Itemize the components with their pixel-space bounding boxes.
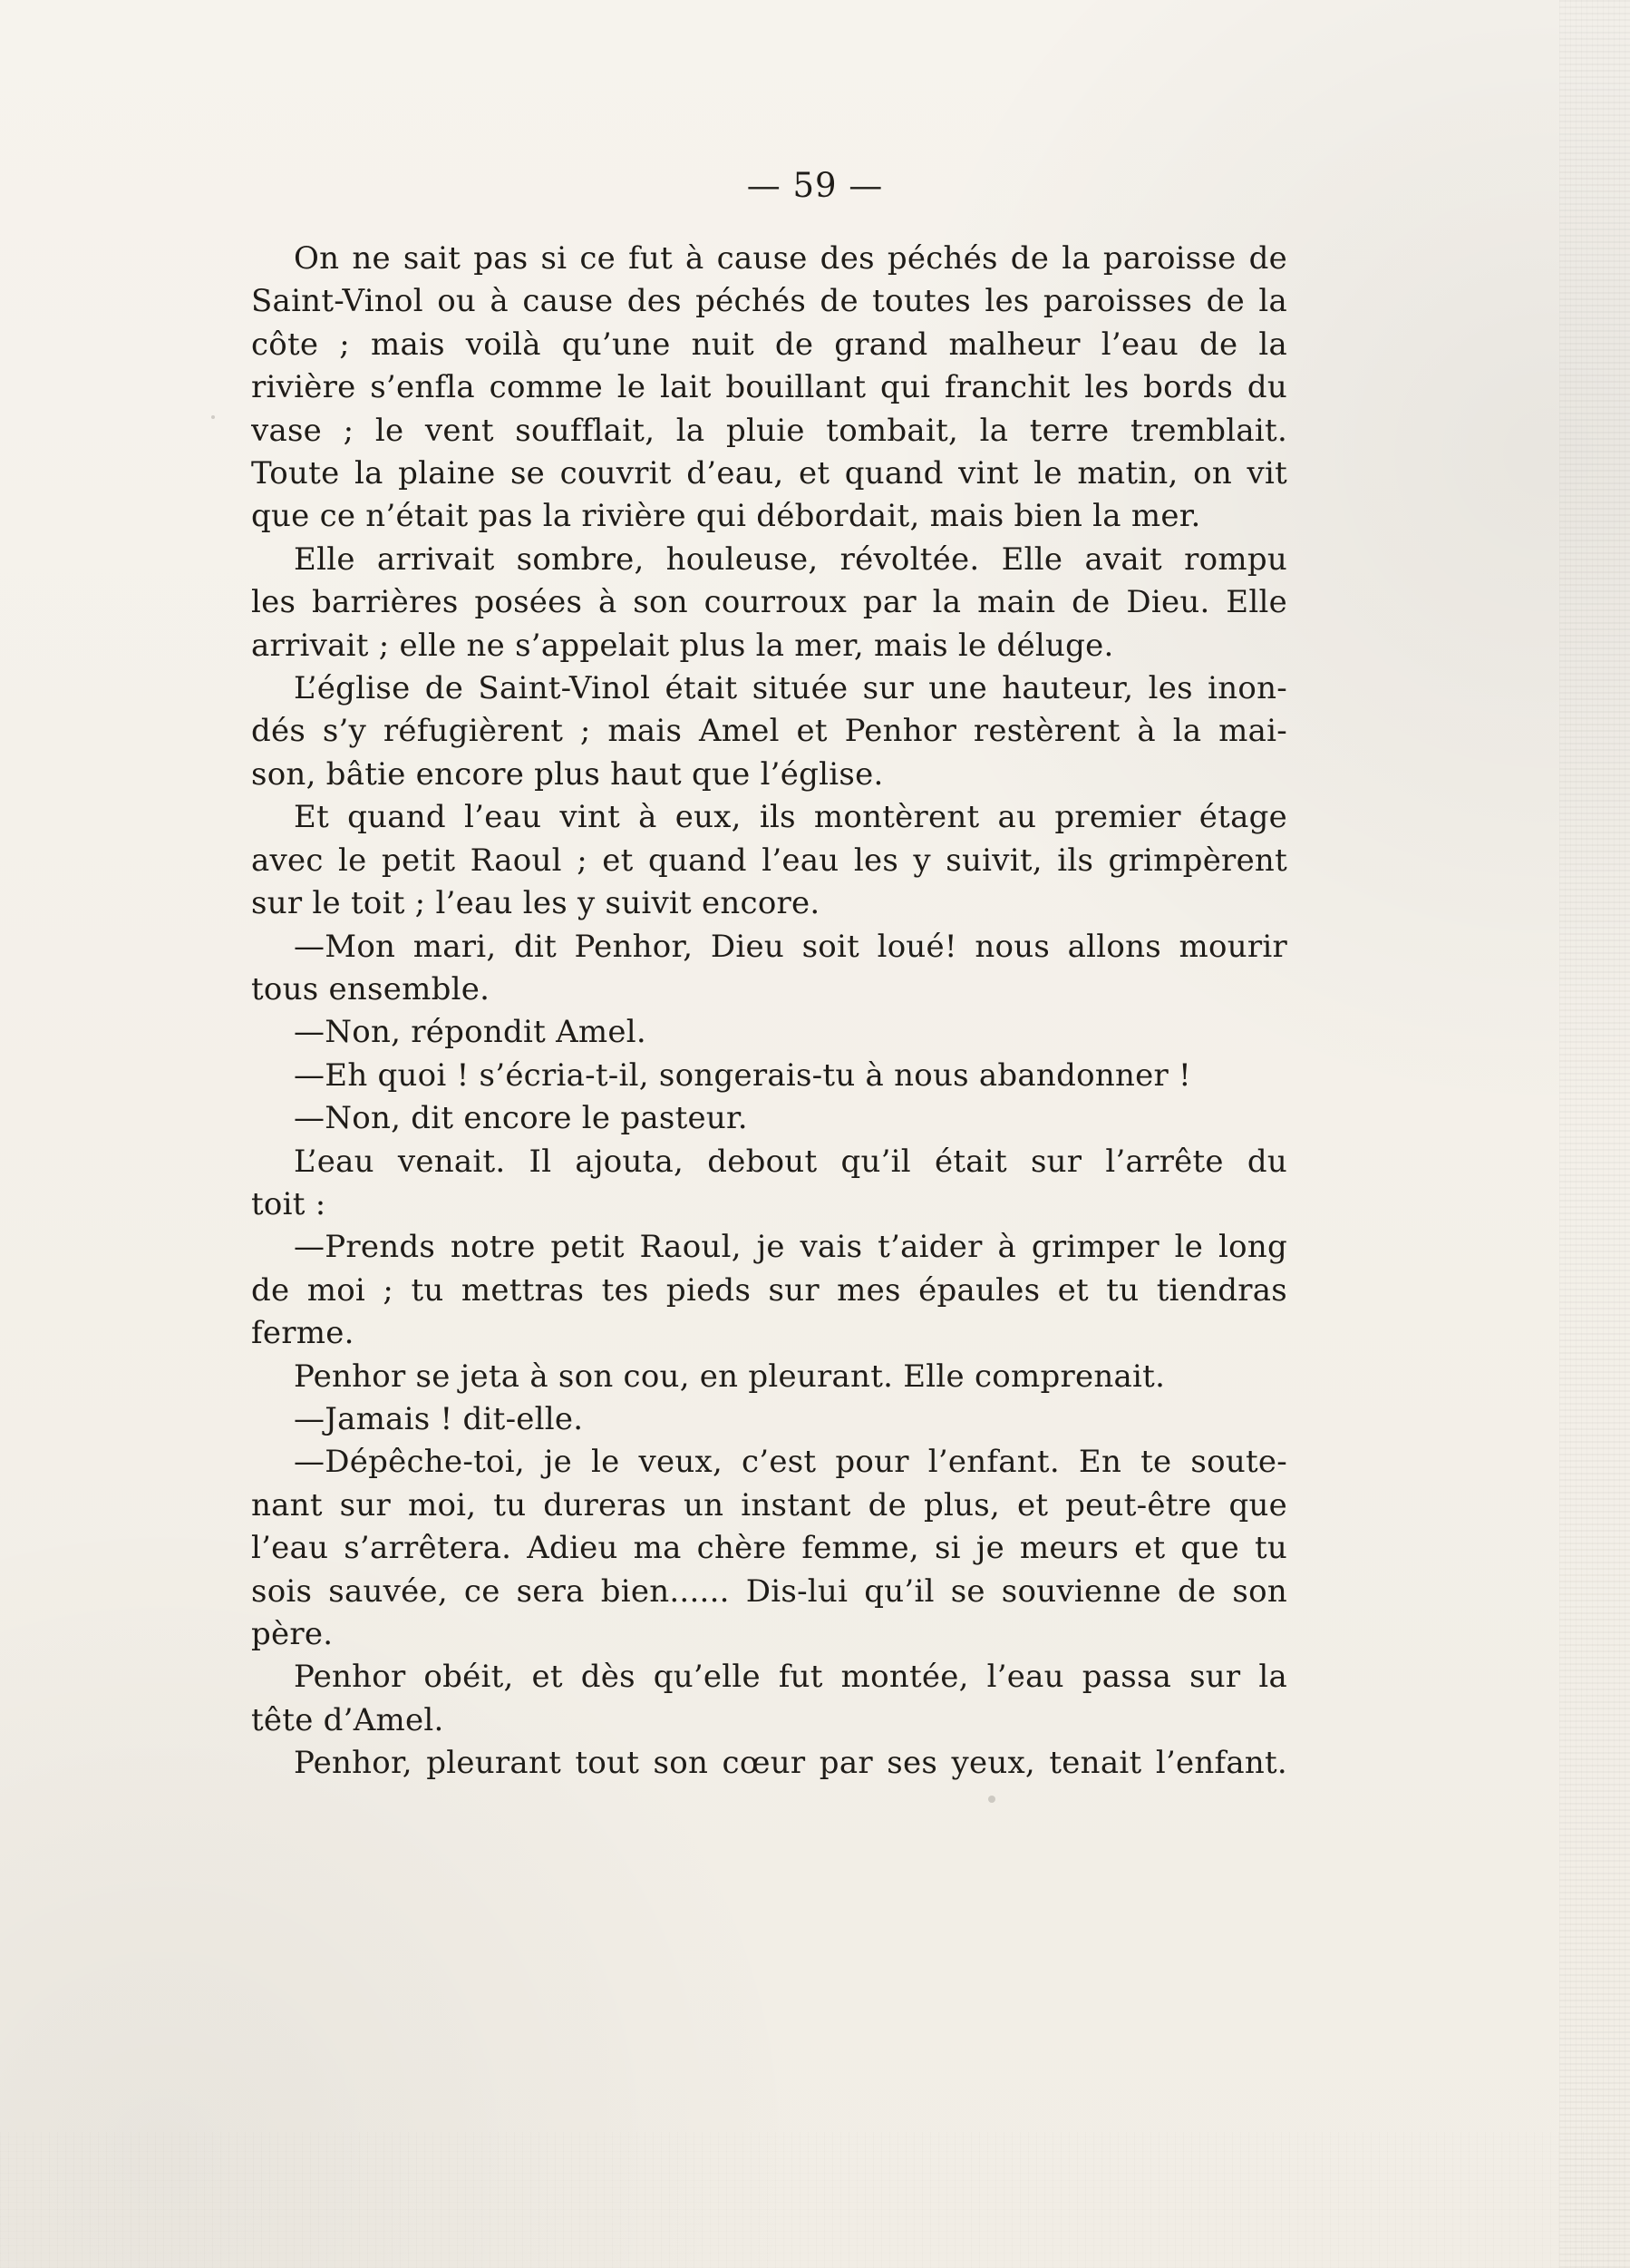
text-line: toit : xyxy=(251,1185,326,1222)
text-line: avec le petit Raoul ; et quand l’eau les y suivit, ils grimpèrent xyxy=(251,842,1287,879)
text-line: L’église de Saint-Vinol était située sur une hauteur, les inon- xyxy=(294,670,1287,707)
text-line: ferme. xyxy=(251,1315,354,1352)
text-line: Penhor obéit, et dès qu’elle fut montée, l’eau passa sur la xyxy=(294,1659,1287,1696)
text-line: —Dépêche-toi, je le veux, c’est pour l’enfant. En te soute- xyxy=(294,1444,1287,1481)
body-text xyxy=(251,238,1287,1786)
text-line: tête d’Amel. xyxy=(251,1701,444,1738)
text-line: —Eh quoi ! s’écria-t-il, songerais-tu à nous abandonner ! xyxy=(294,1056,1191,1094)
text-line: son, bâtie encore plus haut que l’église. xyxy=(251,755,884,793)
text-line: sois sauvée, ce sera bien...... Dis-lui qu’il se souvienne de son xyxy=(251,1572,1287,1610)
text-line: —Prends notre petit Raoul, je vais t’aider à grimper le long xyxy=(294,1229,1287,1266)
text-line: On ne sait pas si ce fut à cause des péchés de la paroisse de xyxy=(294,240,1287,277)
text-line: Toute la plaine se couvrit d’eau, et quand vint le matin, on vit xyxy=(251,455,1287,492)
ink-speck xyxy=(988,1796,995,1803)
text-line: de moi ; tu mettras tes pieds sur mes épaules et tu tiendras xyxy=(251,1271,1287,1309)
text-line: —Non, répondit Amel. xyxy=(294,1014,646,1051)
text-line: Penhor se jeta à son cou, en pleurant. Elle comprenait. xyxy=(294,1358,1166,1395)
text-line: Elle arrivait sombre, houleuse, révoltée. Elle avait rompu xyxy=(294,540,1287,578)
text-line: que ce n’était pas la rivière qui débordait, mais bien la mer. xyxy=(251,498,1201,535)
page-number: — 59 — xyxy=(746,166,884,205)
text-line: l’eau s’arrêtera. Adieu ma chère femme, si je meurs et que tu xyxy=(251,1530,1287,1567)
text-line: —Mon mari, dit Penhor, Dieu soit loué! nous allons mourir xyxy=(294,928,1287,965)
text-line: sur le toit ; l’eau les y suivit encore. xyxy=(251,885,820,922)
text-line: dés s’y réfugièrent ; mais Amel et Penhor restèrent à la mai- xyxy=(251,713,1287,750)
scan-bottom-noise xyxy=(0,2132,1630,2268)
text-line: —Non, dit encore le pasteur. xyxy=(294,1100,748,1137)
text-line: L’eau venait. Il ajouta, debout qu’il était sur l’arrête du xyxy=(294,1143,1287,1180)
text-line: côte ; mais voilà qu’une nuit de grand malheur l’eau de la xyxy=(251,326,1287,363)
text-line: —Jamais ! dit-elle. xyxy=(294,1400,584,1437)
text-line: vase ; le vent soufflait, la pluie tombait, la terre tremblait. xyxy=(251,412,1287,449)
text-line: nant sur moi, tu dureras un instant de plus, et peut-être que xyxy=(251,1486,1287,1523)
text-line: tous ensemble. xyxy=(251,970,490,1007)
ink-speck xyxy=(211,415,215,419)
text-line: les barrières posées à son courroux par la main de Dieu. Elle xyxy=(251,584,1287,621)
text-line: Saint-Vinol ou à cause des péchés de toutes les paroisses de la xyxy=(251,283,1287,320)
text-line: Et quand l’eau vint à eux, ils montèrent au premier étage xyxy=(294,799,1287,836)
text-line: rivière s’enfla comme le lait bouillant qui franchit les bords du xyxy=(251,369,1287,406)
text-line: arrivait ; elle ne s’appelait plus la mer, mais le déluge. xyxy=(251,627,1114,664)
text-line: Penhor, pleurant tout son cœur par ses yeux, tenait l’enfant. xyxy=(294,1745,1287,1782)
text-line: père. xyxy=(251,1616,334,1652)
scan-edge-noise xyxy=(1559,0,1630,2268)
